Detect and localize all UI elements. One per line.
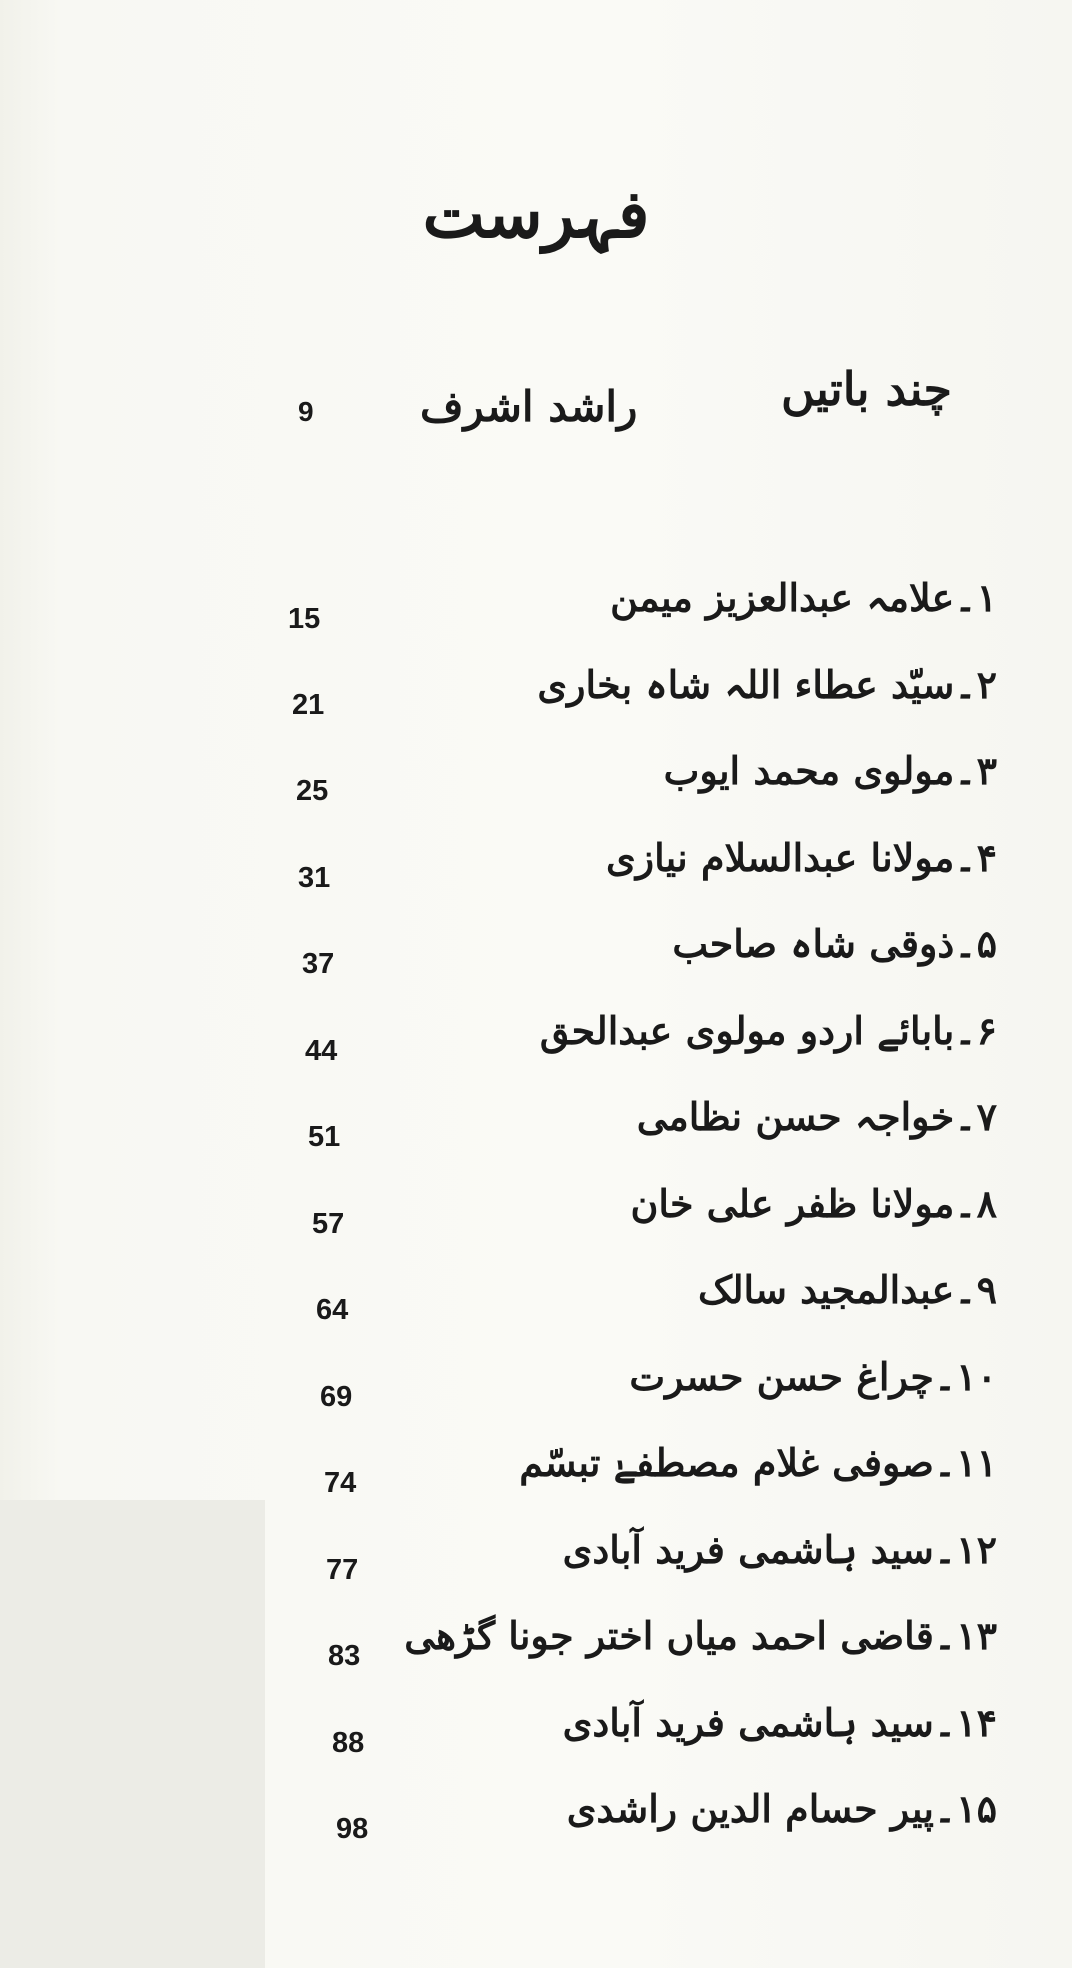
toc-entry-page-number: 31	[298, 862, 331, 894]
toc-entry-page-number: 37	[302, 948, 335, 980]
toc-entry-title: ۵۔ذوقی شاہ صاحب	[672, 921, 997, 966]
toc-entry-page-number: 57	[312, 1208, 345, 1240]
toc-entry-title: ۱۔علامہ عبدالعزیز میمن	[610, 575, 997, 620]
toc-entry-page-number: 74	[324, 1467, 357, 1499]
toc-entry-page-number: 77	[326, 1554, 359, 1586]
intro-author: راشد اشرف	[420, 382, 638, 431]
toc-entry-title: ۸۔مولانا ظفر علی خان	[630, 1181, 997, 1226]
toc-entry-title: ۷۔خواجہ حسن نظامی	[636, 1094, 997, 1139]
toc-entry-title: ۴۔مولانا عبدالسلام نیازی	[606, 835, 997, 880]
toc-entry-title: ۱۰۔چراغ حسن حسرت	[629, 1354, 997, 1399]
toc-entry-page-number: 64	[316, 1294, 349, 1326]
toc-entry-title: ۱۱۔صوفی غلام مصطفےٰ تبسّم	[519, 1440, 997, 1485]
toc-entry-title: ۹۔عبدالمجید سالک	[697, 1267, 997, 1312]
toc-entry-title: ۱۳۔قاضی احمد میاں اختر جونا گڑھی	[404, 1613, 997, 1658]
toc-entry-page-number: 88	[332, 1727, 365, 1759]
toc-entry-page-number: 21	[292, 689, 325, 721]
page-title: فہرست	[422, 175, 650, 253]
intro-label: چند باتیں	[781, 362, 952, 416]
toc-entry-title: ۲۔سیّد عطاء اللہ شاہ بخاری	[537, 662, 997, 707]
toc-entry-title: ۱۲۔سید ہاشمی فرید آبادی	[562, 1527, 997, 1572]
intro-page-number: 9	[298, 396, 314, 427]
toc-entry-page-number: 51	[308, 1121, 341, 1153]
toc-entry-page-number: 15	[288, 603, 321, 635]
toc-entry-page-number: 83	[328, 1640, 361, 1672]
toc-entry-page-number: 69	[320, 1381, 353, 1413]
toc-entry-title: ۳۔مولوی محمد ایوب	[663, 748, 997, 793]
toc-entry-title: ۶۔بابائے اردو مولوی عبدالحق	[539, 1008, 997, 1053]
toc-entry-title: ۱۵۔پیر حسام الدین راشدی	[566, 1786, 997, 1831]
toc-entry-page-number: 25	[296, 775, 329, 807]
toc-entry-page-number: 98	[336, 1813, 369, 1845]
toc-entry-title: ۱۴۔سید ہاشمی فرید آبادی	[562, 1700, 997, 1745]
toc-entry-page-number: 44	[305, 1035, 338, 1067]
